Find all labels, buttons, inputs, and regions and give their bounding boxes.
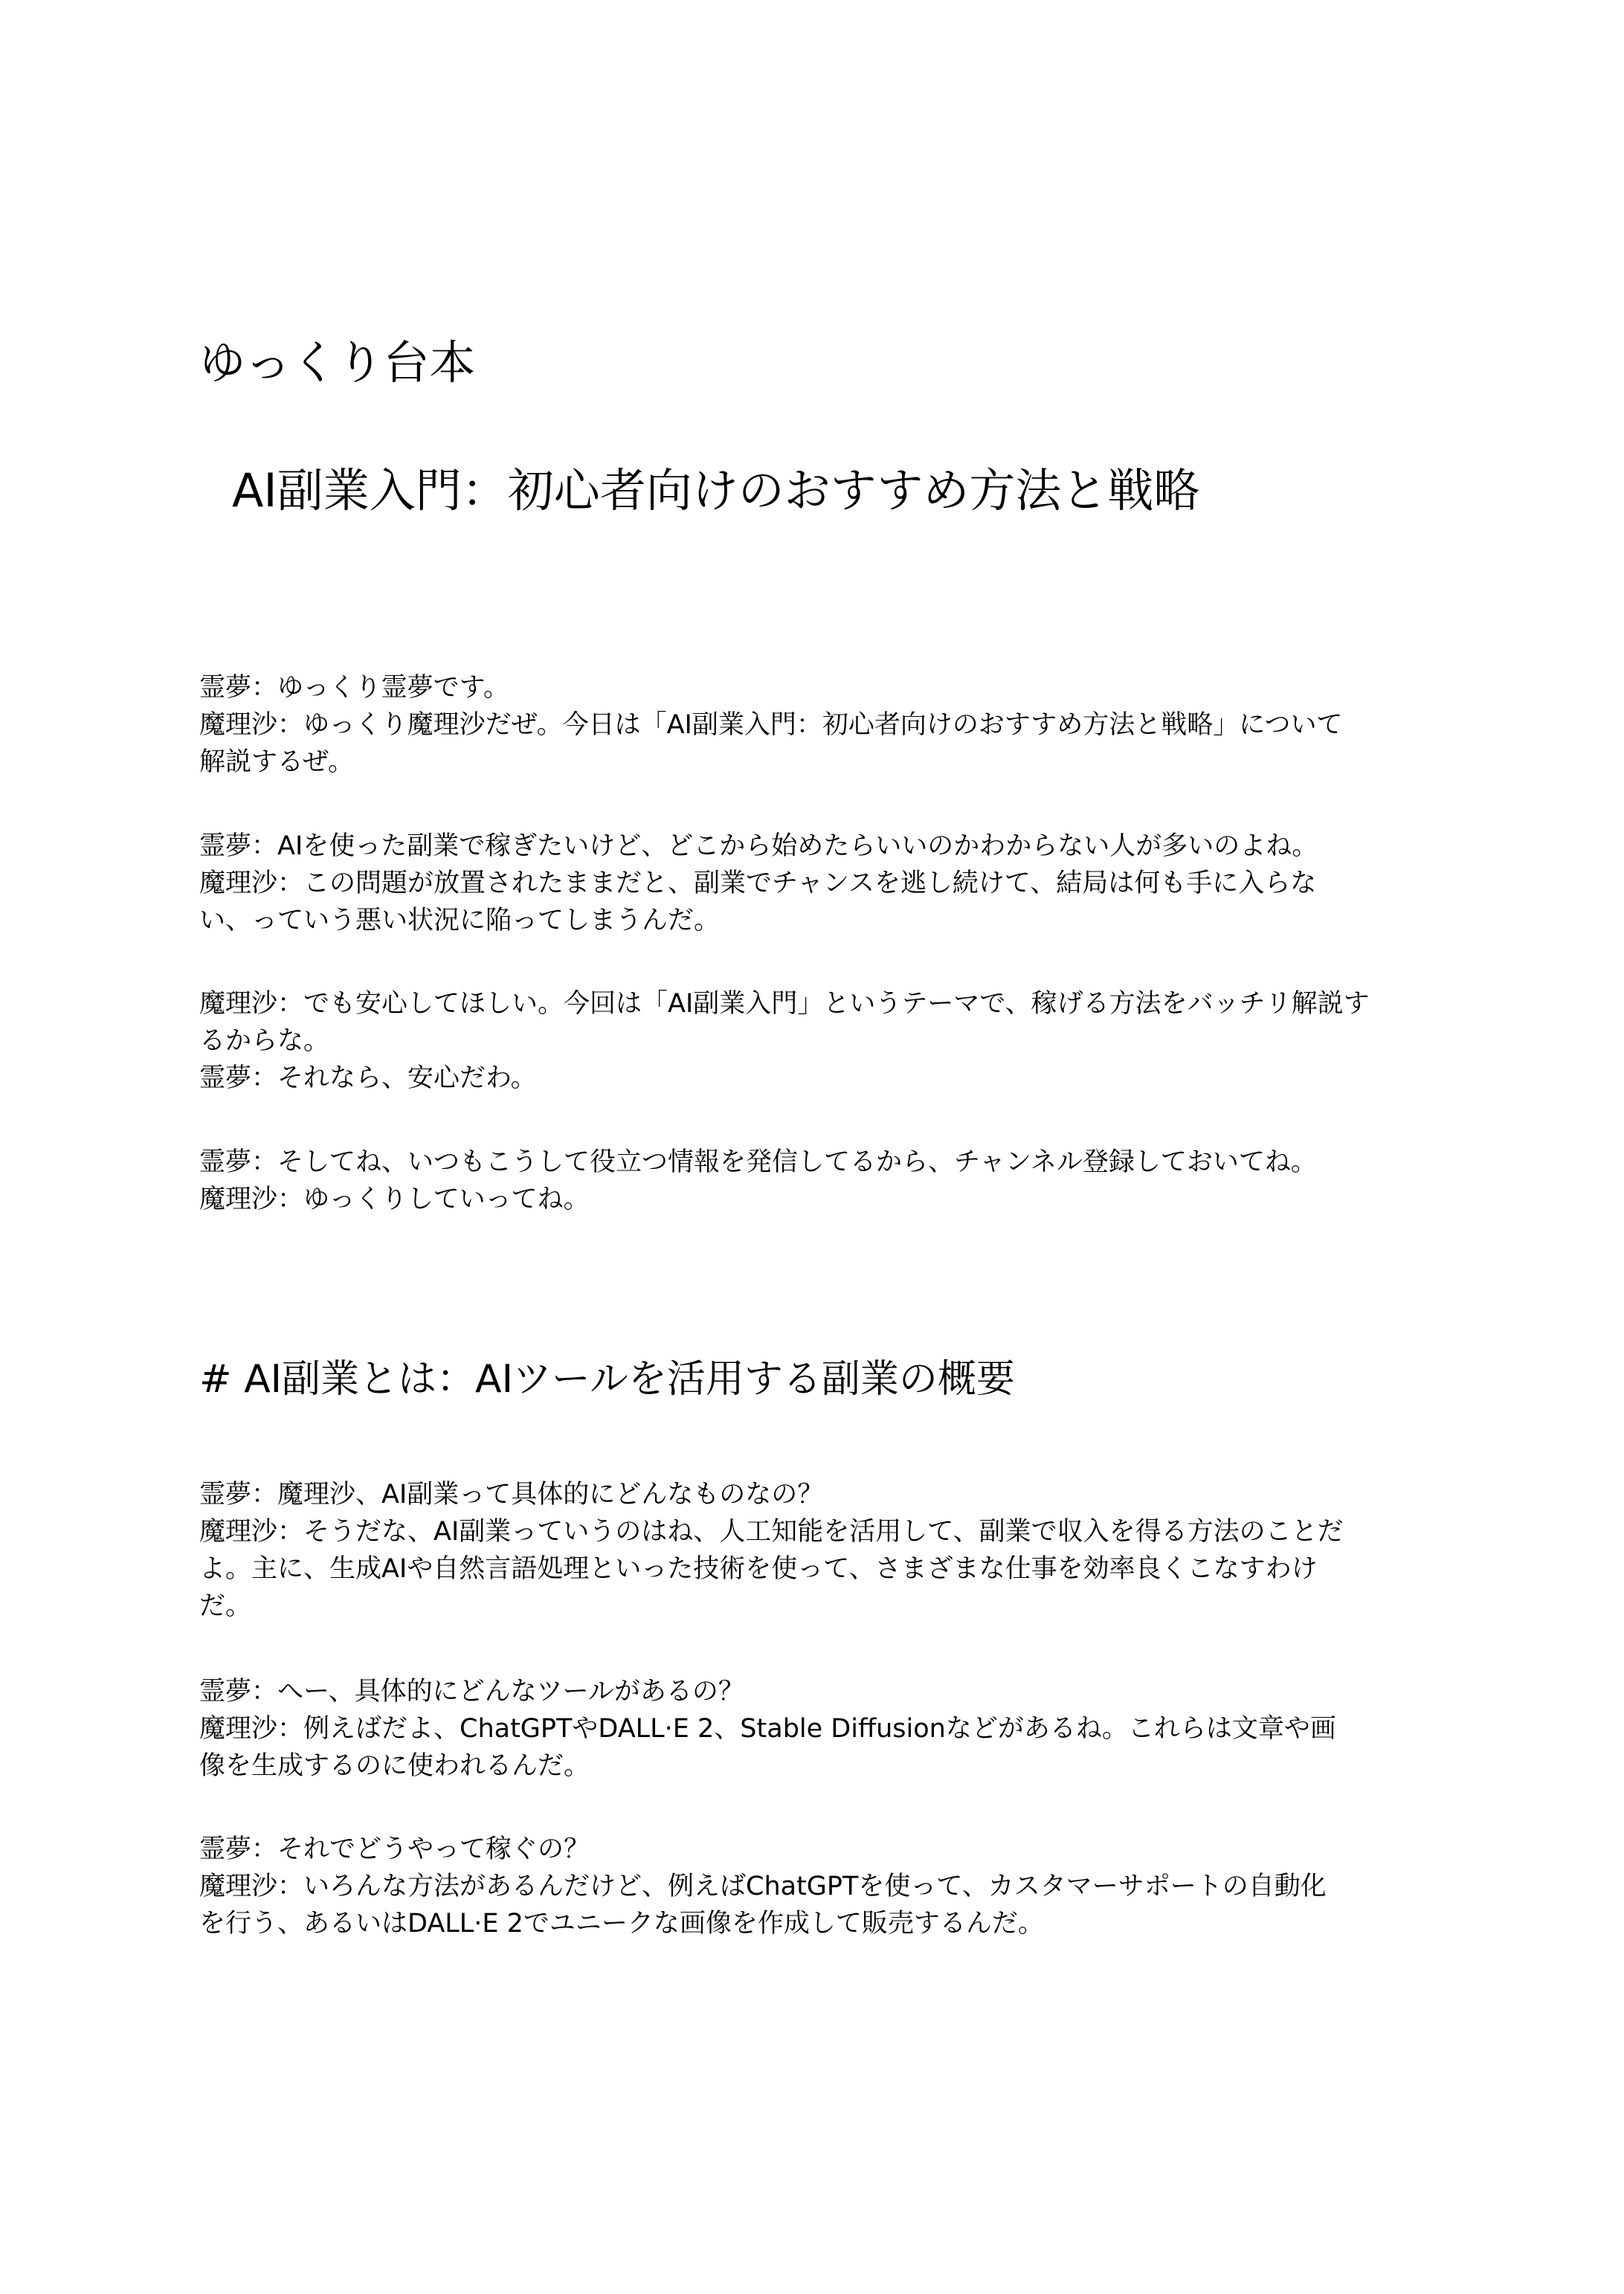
dialogue-line: 解説するぜ。 xyxy=(199,747,354,777)
dialogue-block-intro-4 xyxy=(199,1144,1449,1218)
dialogue-line: を行う、あるいはDALL·E 2でユニークな画像を作成して販売するんだ。 xyxy=(199,1909,1044,1939)
dialogue-line: よ。主に、生成AIや自然言語処理といった技術を使って、さまざまな仕事を効率良くこなすわけ xyxy=(199,1554,1318,1584)
dialogue-line: 魔理沙：でも安心してほしい。今回は「AI副業入門」というテーマで、稼げる方法をバッチリ解説す xyxy=(199,989,1370,1019)
dialogue-line: 魔理沙：この問題が放置されたままだと、副業でチャンスを逃し続けて、結局は何も手に入らな xyxy=(199,869,1317,898)
dialogue-line: 魔理沙：いろんな方法があるんだけど、例えばChatGPTを使って、カスタマーサポートの自動化 xyxy=(199,1872,1327,1901)
dialogue-line: るからな。 xyxy=(199,1026,330,1056)
dialogue-block-section1-3 xyxy=(199,1831,1449,1942)
dialogue-line: 霊夢：そしてね、いつもこうして役立つ情報を発信してるから、チャンネル登録しておいてね。 xyxy=(199,1147,1317,1177)
dialogue-line: 霊夢：それなら、安心だわ。 xyxy=(199,1063,537,1093)
dialogue-line: 像を生成するのに使われるんだ。 xyxy=(199,1751,590,1781)
dialogue-block-intro-1 xyxy=(199,669,1449,781)
dialogue-line: だ。 xyxy=(199,1591,252,1621)
dialogue-line: 魔理沙：ゆっくりしていってね。 xyxy=(199,1185,590,1214)
dialogue-block-intro-2 xyxy=(199,828,1449,939)
document-title: ゆっくり台本 xyxy=(199,335,476,390)
dialogue-block-intro-3 xyxy=(199,985,1449,1097)
dialogue-line: 霊夢：それでどうやって稼ぐの？ xyxy=(199,1834,590,1864)
dialogue-line: 魔理沙：例えばだよ、ChatGPTやDALL·E 2、Stable Diffusionなどがあるね。これらは文章や画 xyxy=(199,1714,1336,1744)
dialogue-line: 魔理沙：ゆっくり魔理沙だぜ。今日は「AI副業入門：初心者向けのおすすめ方法と戦略」について xyxy=(199,710,1343,740)
dialogue-line: 霊夢：へー、具体的にどんなツールがあるの？ xyxy=(199,1677,744,1707)
dialogue-block-section1-2 xyxy=(199,1673,1449,1785)
section-heading: # AI副業とは：AIツールを活用する副業の概要 xyxy=(199,1357,1015,1402)
dialogue-block-section1-1 xyxy=(199,1476,1449,1625)
dialogue-line: い、っていう悪い状況に陥ってしまうんだ。 xyxy=(199,906,721,935)
dialogue-line: 霊夢：AIを使った副業で稼ぎたいけど、どこから始めたらいいのかわからない人が多いのよね。 xyxy=(199,831,1318,861)
dialogue-line: 霊夢：魔理沙、AI副業って具体的にどんなものなの？ xyxy=(199,1480,824,1510)
document-subtitle: AI副業入門：初心者向けのおすすめ方法と戦略 xyxy=(232,463,1200,518)
dialogue-line: 魔理沙：そうだな、AI副業っていうのはね、人工知能を活用して、副業で収入を得る方法のことだ xyxy=(199,1517,1344,1547)
dialogue-line: 霊夢：ゆっくり霊夢です。 xyxy=(199,673,509,703)
